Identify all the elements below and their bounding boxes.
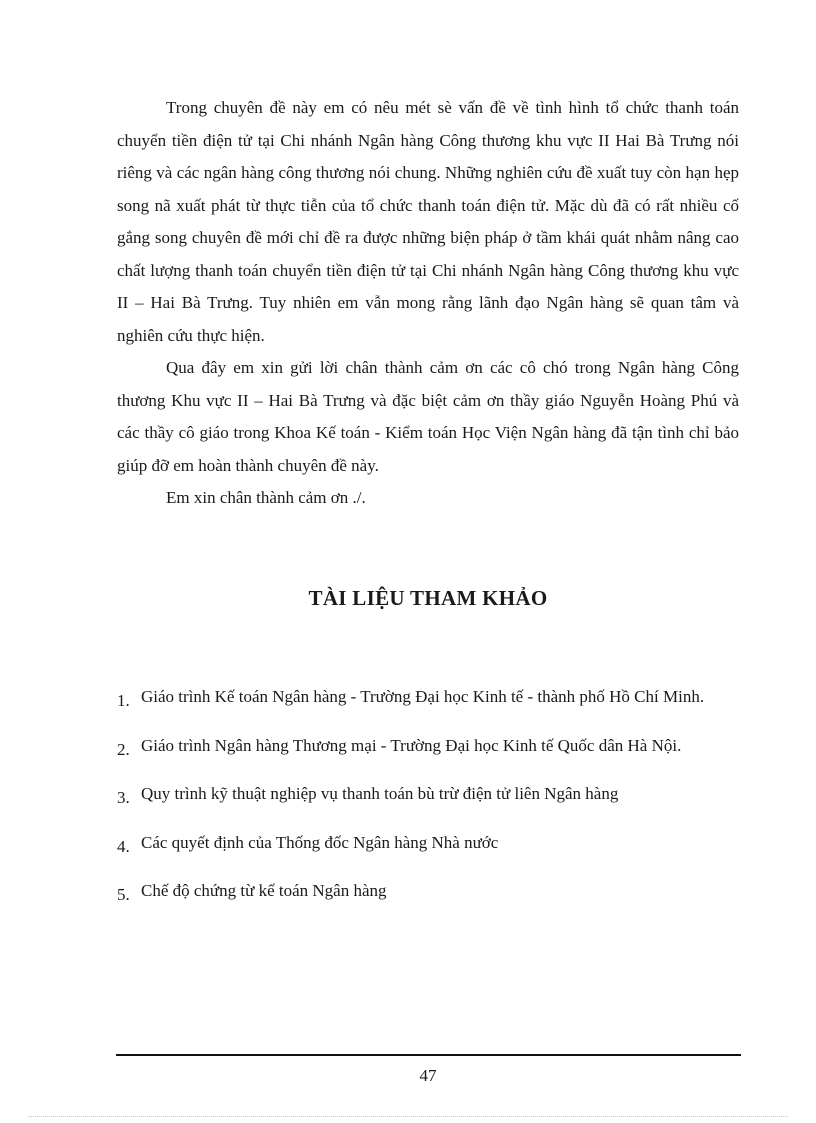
paragraph-acknowledgement: Qua đây em xin gửi lời chân thành cảm ơn các cô chó trong Ngân hàng Công thương Khu vực II – Hai Bà Trưng và đặc biệt cảm ơn thầy giáo Nguyễn Hoàng Phú và các thầy cô giáo trong Khoa Kế toán - Kiểm toán Học Viện Ngân hàng đã tận tình chỉ bảo giúp đỡ em hoàn thành chuyên đề này. — [117, 358, 739, 475]
reference-text: Quy trình kỹ thuật nghiệp vụ thanh toán bù trừ điện tử liên Ngân hàng — [141, 784, 619, 803]
references-list — [117, 681, 739, 924]
paragraph-thanks: Em xin chân thành cảm ơn ./. — [166, 488, 366, 507]
reference-number: 3. — [117, 788, 130, 807]
reference-text: Chế độ chứng từ kế toán Ngân hàng — [141, 881, 387, 900]
references-heading: TÀI LIỆU THAM KHẢO — [308, 586, 548, 610]
page-edge-dots — [28, 1116, 788, 1117]
reference-number: 1. — [117, 691, 130, 710]
reference-item — [117, 730, 739, 763]
reference-text: Giáo trình Ngân hàng Thương mại - Trường Đại học Kinh tế Quốc dân Hà Nội. — [141, 735, 682, 755]
reference-number: 5. — [117, 885, 130, 904]
reference-item — [117, 827, 739, 860]
reference-number: 4. — [117, 836, 130, 856]
reference-item — [117, 778, 739, 811]
reference-number: 2. — [117, 739, 130, 759]
page-number: 47 — [419, 1066, 437, 1085]
body-text — [117, 92, 739, 515]
footer-divider — [116, 1054, 741, 1056]
reference-text: Giáo trình Kế toán Ngân hàng - Trường Đại học Kinh tế - thành phố Hồ Chí Minh. — [141, 687, 705, 706]
reference-item — [117, 875, 739, 908]
reference-item — [117, 681, 739, 714]
reference-text: Các quyết định của Thống đốc Ngân hàng Nhà nước — [141, 832, 499, 852]
paragraph-conclusion: Trong chuyên đề này em có nêu mét sè vấn đề về tình hình tổ chức thanh toán chuyển tiền điện tử tại Chi nhánh Ngân hàng Công thương khu vực II Hai Bà Trưng nói riêng và các ngân hàng công thương nói chung. Những nghiên cứu đề xuất tuy còn hạn hẹp song nã xuất phát từ thực tiễn của tổ chức thanh toán điện tử. Mặc dù đã có rất nhiều cố gắng song chuyên đề mới chỉ đề ra được những biện pháp ở tầm khái quát nhằm nâng cao chất lượng thanh toán chuyển tiền điện tử tại Chi nhánh Ngân hàng Công thương khu vực II – Hai Bà Trưng. Tuy nhiên em vẫn mong rằng lãnh đạo Ngân hàng sẽ quan tâm và nghiên cứu thực hiện. — [117, 98, 739, 345]
